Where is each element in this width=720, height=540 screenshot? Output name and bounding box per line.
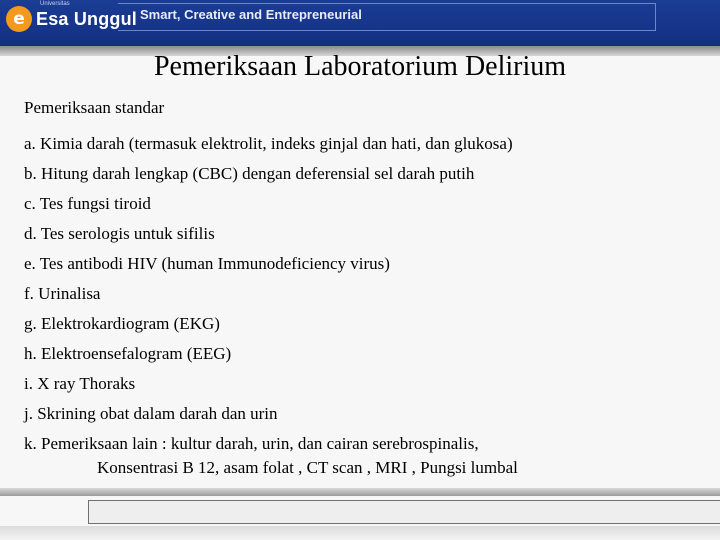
list-item: i. X ray Thoraks	[24, 374, 136, 393]
list-item: k. Pemeriksaan lain : kultur darah, urin, dan cairan serebrospinalis,	[24, 434, 479, 453]
slide-title: Pemeriksaan Laboratorium Delirium	[153, 51, 567, 82]
header-tagline: Smart, Creative and Entrepreneurial	[140, 7, 362, 22]
list-item: a. Kimia darah (termasuk elektrolit, indeks ginjal dan hati, dan glukosa)	[24, 134, 513, 153]
slide-subtitle: Pemeriksaan standar	[24, 98, 165, 117]
university-logo	[6, 4, 137, 34]
list-item: g. Elektrokardiogram (EKG)	[24, 314, 220, 333]
footer-box	[88, 500, 720, 524]
list-item: d. Tes serologis untuk sifilis	[24, 224, 215, 243]
logo-mark-icon: e	[6, 6, 32, 32]
footer-divider	[0, 488, 720, 496]
list-item-continuation: Konsentrasi B 12, asam folat , CT scan , MRI , Pungsi lumbal	[97, 458, 518, 477]
logo-text: Esa Unggul	[36, 8, 138, 29]
header-bar	[0, 0, 720, 46]
list-item: c. Tes fungsi tiroid	[24, 194, 151, 213]
list-item: h. Elektroensefalogram (EEG)	[24, 344, 232, 363]
footer-base	[0, 526, 720, 540]
list-item: b. Hitung darah lengkap (CBC) dengan deferensial sel darah putih	[24, 164, 475, 183]
list-item: e. Tes antibodi HIV (human Immunodeficiency virus)	[24, 254, 390, 273]
logo-small-text: Universitas	[40, 1, 70, 7]
list-item: j. Skrining obat dalam darah dan urin	[24, 404, 278, 423]
list-item: f. Urinalisa	[24, 284, 101, 303]
